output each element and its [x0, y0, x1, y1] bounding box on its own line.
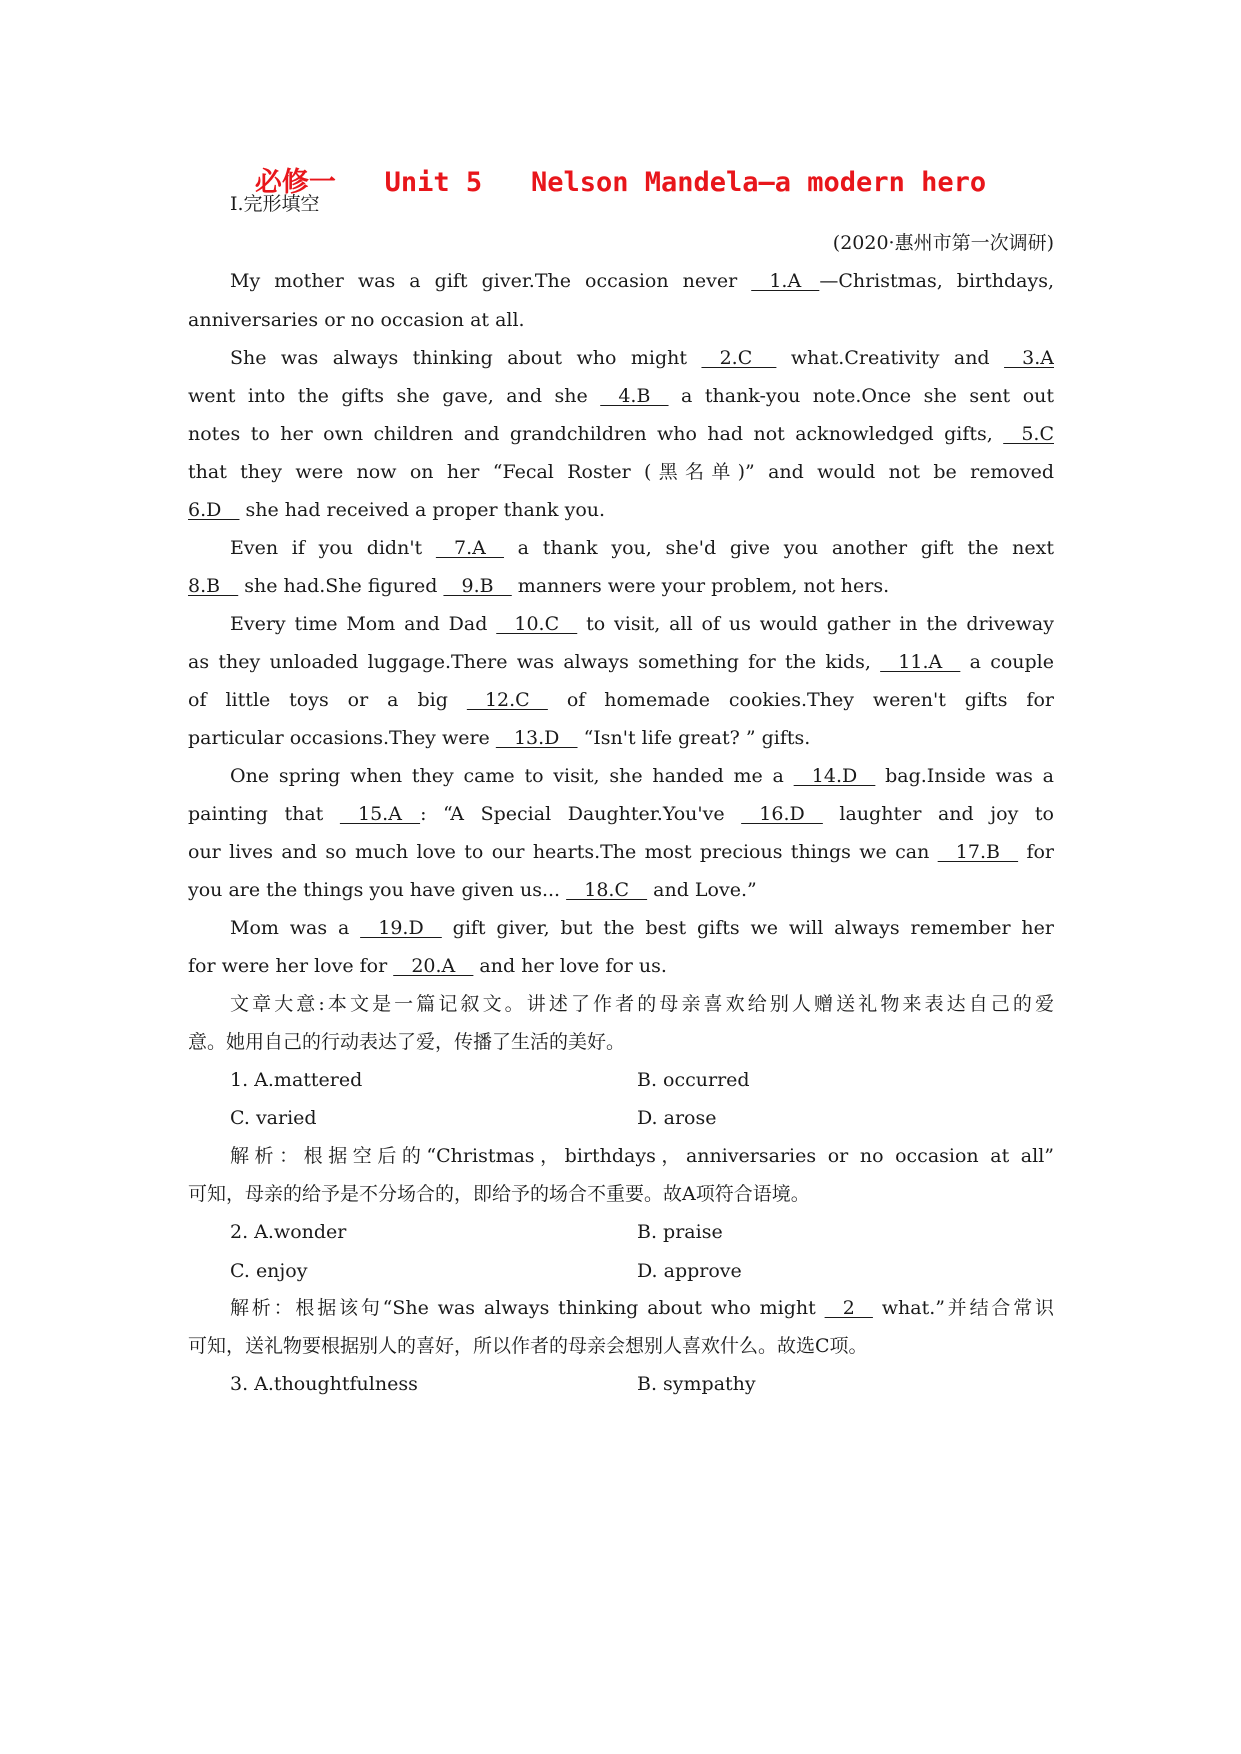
analysis-line: 解析：根据空后的“Christmas，birthdays，anniversaries or no occasion at all”	[230, 1145, 1054, 1167]
passage-line: went into the gifts she gave, and she 4.B a thank-you note.Once she sent out	[188, 381, 1054, 411]
answer-blank: 7.A	[435, 537, 504, 559]
page-title: 必修一 Unit 5 Nelson Mandela—a modern hero	[254, 167, 987, 198]
answer-blank: 11.A	[880, 651, 961, 673]
passage-line: 8.B she had.She figured 9.B manners were your problem, not hers.	[188, 571, 1054, 601]
summary-line: 文章大意:本文是一篇记叙文。讲述了作者的母亲喜欢给别人赠送礼物来表达自己的爱	[230, 993, 1054, 1015]
answer-blank: 20.A	[393, 955, 474, 977]
answer-blank: 16.D	[741, 803, 823, 825]
answer-blank: 8.B	[188, 575, 239, 597]
answer-blank: 12.C	[466, 689, 548, 711]
answer-blank: 1.A	[751, 270, 820, 292]
passage-line: notes to her own children and grandchildren who had not acknowledged gifts, 5.C	[188, 419, 1054, 449]
answer-blank: 14.D	[793, 765, 876, 787]
passage-line: that they were now on her “Fecal Roster (黑名单)” and would not be removed	[188, 461, 1054, 483]
answer-blank: 6.D	[188, 499, 240, 521]
option-2d: D. approve	[637, 1260, 742, 1282]
passage-line: you are the things you have given us... 18.C and Love.”	[188, 875, 1054, 905]
option-1a: 1. A.mattered	[230, 1069, 363, 1091]
answer-blank: 17.B	[937, 841, 1019, 863]
passage-line: our lives and so much love to our hearts.The most precious things we can 17.B for	[188, 837, 1054, 867]
passage-line: Even if you didn't 7.A a thank you, she'd give you another gift the next	[230, 533, 1054, 563]
answer-blank: 13.D	[495, 727, 578, 749]
answer-blank: 15.A	[339, 803, 421, 825]
exam-source: (2020·惠州市第一次调研)	[832, 232, 1054, 254]
analysis-line: 可知，送礼物要根据别人的喜好，所以作者的母亲会想别人喜欢什么。故选C项。	[188, 1335, 868, 1357]
passage-line: for were her love for 20.A and her love for us.	[188, 951, 1054, 981]
option-2c: C. enjoy	[230, 1260, 308, 1282]
option-1c: C. varied	[230, 1107, 317, 1129]
option-2a: 2. A.wonder	[230, 1221, 347, 1243]
answer-blank: 4.B	[600, 385, 669, 407]
summary-line: 意。她用自己的行动表达了爱，传播了生活的美好。	[188, 1031, 626, 1053]
passage-line: My mother was a gift giver.The occasion never 1.A —Christmas, birthdays,	[230, 266, 1054, 296]
answer-blank: 19.D	[360, 917, 442, 939]
passage-line: as they unloaded luggage.There was always something for the kids, 11.A a couple	[188, 647, 1054, 677]
answer-blank: 9.B	[443, 575, 512, 597]
passage-line: of little toys or a big 12.C of homemade cookies.They weren't gifts for	[188, 685, 1054, 715]
option-1d: D. arose	[637, 1107, 717, 1129]
passage-line: One spring when they came to visit, she handed me a 14.D bag.Inside was a	[230, 761, 1054, 791]
option-1b: B. occurred	[637, 1069, 750, 1091]
option-3a: 3. A.thoughtfulness	[230, 1373, 418, 1395]
passage-line: Mom was a 19.D gift giver, but the best gifts we will always remember her	[230, 913, 1054, 943]
answer-blank: 5.C	[1003, 423, 1054, 445]
analysis-line: 解析：根据该句“She was always thinking about who might 2 what.”并结合常识	[230, 1293, 1054, 1323]
answer-blank: 2.C	[701, 347, 777, 369]
answer-blank: 3.A	[1004, 347, 1054, 369]
answer-blank: 18.C	[566, 879, 648, 901]
option-2b: B. praise	[637, 1221, 723, 1243]
passage-line: anniversaries or no occasion at all.	[188, 309, 525, 331]
passage-line: 6.D she had received a proper thank you.	[188, 495, 1054, 525]
passage-line: She was always thinking about who might 2.C what.Creativity and 3.A	[230, 343, 1054, 373]
passage-line: painting that 15.A : “A Special Daughter.You've 16.D laughter and joy to	[188, 799, 1054, 829]
answer-blank: 10.C	[496, 613, 578, 635]
passage-line: particular occasions.They were 13.D “Isn't life great? ” gifts.	[188, 723, 1054, 753]
passage-line: Every time Mom and Dad 10.C to visit, all of us would gather in the driveway	[230, 609, 1054, 639]
section-heading: Ⅰ.完形填空	[230, 193, 320, 215]
answer-blank: 2	[824, 1297, 873, 1319]
option-3b: B. sympathy	[637, 1373, 756, 1395]
analysis-line: 可知，母亲的给予是不分场合的，即给予的场合不重要。故A项符合语境。	[188, 1183, 810, 1205]
